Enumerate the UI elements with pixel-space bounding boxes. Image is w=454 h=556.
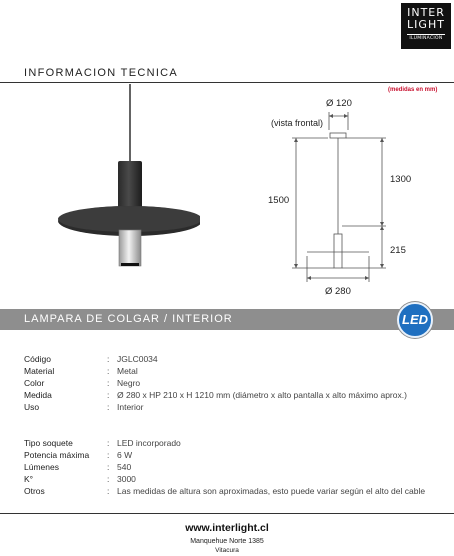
led-badge-icon: LED [397, 302, 433, 338]
spec-separator: : [107, 450, 110, 460]
units-note: (medidas en mm) [388, 87, 438, 93]
spec-label: Material [24, 366, 55, 376]
spec-row [24, 473, 454, 485]
dim-shade-diameter: Ø 280 [325, 286, 351, 297]
spec-separator: : [107, 354, 110, 364]
dim-cable-height: 1300 [390, 174, 412, 185]
logo-line-1: INTER [407, 6, 445, 19]
dim-top-diameter: Ø 120 [326, 98, 352, 109]
spec-label: Lúmenes [24, 462, 59, 472]
spec-separator: : [107, 366, 110, 376]
spec-separator: : [107, 390, 110, 400]
spec-label: K° [24, 474, 34, 484]
spec-value: 6 W [117, 450, 133, 460]
spec-value: Negro [117, 378, 141, 388]
spec-value: LED incorporado [117, 438, 181, 448]
product-image [40, 84, 200, 274]
spec-label: Uso [24, 402, 40, 412]
section-divider [0, 82, 454, 83]
footer-city: Vitacura [215, 547, 239, 554]
spec-label: Potencia máxima [24, 450, 90, 460]
spec-value: 540 [117, 462, 132, 472]
spec-separator: : [107, 402, 110, 412]
specs-electrical [24, 437, 454, 497]
brand-logo [401, 3, 451, 49]
spec-value: Las medidas de altura son aproximadas, esto puede variar según el alto del cable [117, 486, 426, 496]
spec-value: JGLC0034 [117, 354, 158, 364]
website-link[interactable]: www.interlight.cl [185, 522, 269, 534]
front-view-label: (vista frontal) [271, 118, 324, 128]
technical-info-title: INFORMACION TECNICA [24, 67, 179, 79]
spec-separator: : [107, 378, 110, 388]
logo-line-3: ILUMINACION [407, 34, 445, 43]
spec-label: Medida [24, 390, 52, 400]
footer-divider [0, 513, 454, 514]
lamp-diffuser [119, 230, 141, 266]
category-bar [0, 309, 454, 330]
spec-separator: : [107, 474, 110, 484]
category-title: LAMPARA DE COLGAR / INTERIOR [24, 313, 233, 325]
spec-value: Interior [117, 402, 144, 412]
spec-value: Metal [117, 366, 138, 376]
spec-row [24, 377, 454, 389]
dim-total-height: 1500 [268, 195, 290, 206]
spec-row [24, 365, 454, 377]
spec-row [24, 461, 454, 473]
spec-row [24, 449, 454, 461]
spec-separator: : [107, 438, 110, 448]
spec-value: Ø 280 x HP 210 x H 1210 mm (diámetro x alto pantalla x alto máximo aprox.) [117, 390, 407, 400]
spec-row [24, 353, 454, 365]
spec-row [24, 485, 454, 497]
specs-general [24, 353, 454, 413]
spec-label: Color [24, 378, 45, 388]
spec-value: 3000 [117, 474, 136, 484]
dim-shade-height: 215 [390, 245, 406, 256]
spec-label: Código [24, 354, 51, 364]
spec-row [24, 401, 454, 413]
spec-separator: : [107, 486, 110, 496]
spec-row [24, 437, 454, 449]
spec-separator: : [107, 462, 110, 472]
spec-label: Tipo soquete [24, 438, 73, 448]
footer-address: Manquehue Norte 1385 [190, 538, 264, 545]
logo-line-2: LIGHT [407, 18, 445, 31]
spec-row [24, 389, 454, 401]
spec-label: Otros [24, 486, 45, 496]
